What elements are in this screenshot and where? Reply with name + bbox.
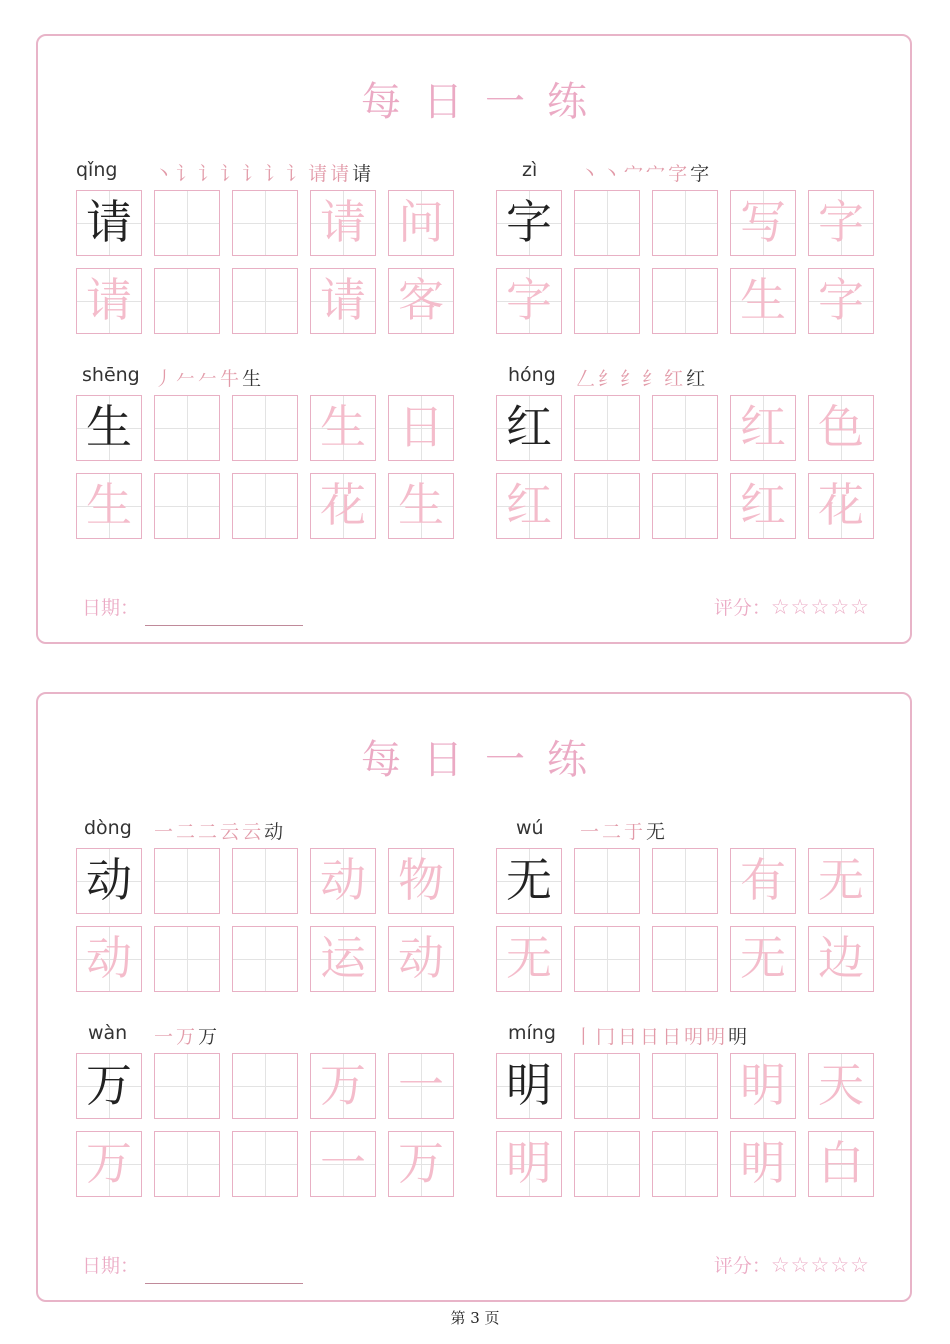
score-field [714, 593, 870, 620]
stroke-step: 丶 [580, 163, 600, 185]
trace-cell[interactable]: 一 [388, 1053, 454, 1119]
trace-cell[interactable]: 字 [496, 268, 562, 334]
trace-cell[interactable]: 请 [76, 268, 142, 334]
stroke-step: 无 [646, 821, 666, 843]
trace-cell[interactable]: 请 [310, 268, 376, 334]
empty-cell[interactable] [232, 190, 298, 256]
writing-grid [496, 391, 876, 539]
writing-grid [76, 1049, 456, 1197]
trace-cell[interactable]: 红 [496, 473, 562, 539]
stroke-step: 于 [624, 821, 644, 843]
trace-cell[interactable]: 无 [496, 926, 562, 992]
stroke-step: 牛 [220, 368, 240, 390]
main-char-cell: 无 [496, 848, 562, 914]
trace-cell[interactable]: 字 [808, 190, 874, 256]
stroke-order [154, 361, 261, 391]
stroke-step: 丿 [154, 368, 174, 390]
trace-cell[interactable]: 一 [310, 1131, 376, 1197]
practice-card-2 [36, 692, 912, 1302]
char-block-hong [496, 361, 876, 551]
main-char-cell: 生 [76, 395, 142, 461]
stroke-step: 纟 [642, 368, 662, 390]
writing-grid [76, 391, 456, 539]
empty-cell[interactable] [154, 268, 220, 334]
pinyin-label: zì [522, 159, 538, 181]
stroke-step: 云 [242, 821, 262, 843]
trace-cell[interactable]: 花 [310, 473, 376, 539]
main-char-cell: 万 [76, 1053, 142, 1119]
pinyin-label: míng [508, 1022, 556, 1044]
char-block-zi [496, 156, 876, 346]
char-block-ming [496, 1019, 876, 1209]
trace-cell[interactable]: 问 [388, 190, 454, 256]
trace-cell[interactable]: 红 [730, 473, 796, 539]
char-block-dong [76, 814, 456, 1004]
stroke-step: 红 [686, 368, 706, 390]
stroke-order [154, 1019, 217, 1049]
trace-cell[interactable]: 边 [808, 926, 874, 992]
stroke-order [580, 156, 709, 186]
stroke-step: 请 [330, 163, 350, 185]
stroke-step: 明 [706, 1026, 726, 1048]
stroke-step: 𠂉 [198, 368, 218, 390]
date-label: 日期： [82, 1255, 140, 1277]
stroke-step: 讠 [176, 163, 196, 185]
main-char-cell: 明 [496, 1053, 562, 1119]
trace-cell[interactable]: 物 [388, 848, 454, 914]
score-field [714, 1251, 870, 1278]
empty-cell[interactable] [232, 473, 298, 539]
empty-cell[interactable] [652, 926, 718, 992]
trace-cell[interactable]: 明 [730, 1131, 796, 1197]
trace-cell[interactable]: 日 [388, 395, 454, 461]
stroke-step: 一 [154, 1026, 174, 1048]
stroke-order [154, 156, 371, 186]
trace-cell[interactable]: 明 [496, 1131, 562, 1197]
char-block-wu [496, 814, 876, 1004]
star-rating[interactable]: ☆☆☆☆☆ [770, 595, 870, 619]
trace-cell[interactable]: 色 [808, 395, 874, 461]
stroke-step: 万 [176, 1026, 196, 1048]
main-char-cell: 红 [496, 395, 562, 461]
empty-cell[interactable] [652, 1131, 718, 1197]
empty-cell[interactable] [232, 848, 298, 914]
stroke-step: 二 [176, 821, 196, 843]
stroke-step: 日 [640, 1026, 660, 1048]
stroke-step: 𠃋 [576, 368, 596, 390]
empty-cell[interactable] [154, 926, 220, 992]
char-block-wan [76, 1019, 456, 1209]
trace-cell[interactable]: 无 [730, 926, 796, 992]
trace-cell[interactable]: 无 [808, 848, 874, 914]
empty-cell[interactable] [652, 473, 718, 539]
stroke-step: 日 [618, 1026, 638, 1048]
empty-cell[interactable] [232, 926, 298, 992]
empty-cell[interactable] [154, 848, 220, 914]
date-label: 日期： [82, 597, 140, 619]
trace-cell[interactable]: 写 [730, 190, 796, 256]
trace-cell[interactable]: 有 [730, 848, 796, 914]
stroke-order [580, 814, 665, 844]
stroke-step: 一 [580, 821, 600, 843]
main-char-cell: 请 [76, 190, 142, 256]
trace-cell[interactable]: 生 [310, 395, 376, 461]
empty-cell[interactable] [574, 1131, 640, 1197]
date-input-line[interactable] [145, 1283, 303, 1284]
empty-cell[interactable] [154, 190, 220, 256]
stroke-step: 动 [264, 821, 284, 843]
char-block-sheng [76, 361, 456, 551]
score-label: 评分： [713, 597, 771, 619]
empty-cell[interactable] [574, 473, 640, 539]
date-input-line[interactable] [145, 625, 303, 626]
stroke-step: 宀 [646, 163, 666, 185]
trace-cell[interactable]: 天 [808, 1053, 874, 1119]
stroke-step: 请 [308, 163, 328, 185]
empty-cell[interactable] [232, 395, 298, 461]
date-field [82, 593, 303, 620]
trace-cell[interactable]: 客 [388, 268, 454, 334]
stroke-step: 二 [198, 821, 218, 843]
stroke-step: 日 [662, 1026, 682, 1048]
trace-cell[interactable]: 万 [310, 1053, 376, 1119]
stroke-step: 明 [728, 1026, 748, 1048]
trace-cell[interactable]: 动 [388, 926, 454, 992]
empty-cell[interactable] [574, 190, 640, 256]
trace-cell[interactable]: 花 [808, 473, 874, 539]
writing-grid [496, 186, 876, 334]
empty-cell[interactable] [232, 1053, 298, 1119]
stroke-step: 万 [198, 1026, 218, 1048]
stroke-step: 𠂉 [176, 368, 196, 390]
empty-cell[interactable] [232, 268, 298, 334]
writing-grid [496, 1049, 876, 1197]
empty-cell[interactable] [574, 848, 640, 914]
trace-cell[interactable]: 生 [76, 473, 142, 539]
empty-cell[interactable] [154, 473, 220, 539]
stroke-order [574, 1019, 747, 1049]
trace-cell[interactable]: 生 [730, 268, 796, 334]
stroke-step: 纟 [598, 368, 618, 390]
stroke-step: 宀 [624, 163, 644, 185]
stroke-step: 丶 [602, 163, 622, 185]
trace-cell[interactable]: 白 [808, 1131, 874, 1197]
trace-cell[interactable]: 动 [76, 926, 142, 992]
empty-cell[interactable] [652, 190, 718, 256]
empty-cell[interactable] [574, 268, 640, 334]
stroke-step: 请 [352, 163, 372, 185]
trace-cell[interactable]: 动 [310, 848, 376, 914]
main-char-cell: 字 [496, 190, 562, 256]
pinyin-label: qǐng [76, 159, 118, 181]
stroke-step: 冂 [596, 1026, 616, 1048]
stroke-step: 丨 [574, 1026, 594, 1048]
card-title: 每日一练 [361, 737, 609, 783]
stroke-step: 纟 [620, 368, 640, 390]
empty-cell[interactable] [652, 395, 718, 461]
trace-cell[interactable]: 字 [808, 268, 874, 334]
main-char-cell: 动 [76, 848, 142, 914]
score-label: 评分： [713, 1255, 771, 1277]
empty-cell[interactable] [652, 1053, 718, 1119]
card-title: 每日一练 [361, 79, 609, 125]
writing-grid [496, 844, 876, 992]
stroke-step: 讠 [286, 163, 306, 185]
pinyin-label: hóng [508, 364, 556, 386]
empty-cell[interactable] [574, 926, 640, 992]
stroke-step: 字 [668, 163, 688, 185]
empty-cell[interactable] [154, 395, 220, 461]
empty-cell[interactable] [652, 268, 718, 334]
trace-cell[interactable]: 运 [310, 926, 376, 992]
stroke-step: 明 [684, 1026, 704, 1048]
trace-cell[interactable]: 万 [76, 1131, 142, 1197]
stroke-step: 生 [242, 368, 262, 390]
date-field [82, 1251, 303, 1278]
empty-cell[interactable] [154, 1053, 220, 1119]
stroke-step: 二 [602, 821, 622, 843]
trace-cell[interactable]: 生 [388, 473, 454, 539]
trace-cell[interactable]: 万 [388, 1131, 454, 1197]
page-number: 第 3 页 [450, 1309, 500, 1327]
writing-grid [76, 844, 456, 992]
stroke-step: 讠 [198, 163, 218, 185]
stroke-order [154, 814, 283, 844]
empty-cell[interactable] [154, 1131, 220, 1197]
pinyin-label: shēng [82, 364, 140, 386]
trace-cell[interactable]: 明 [730, 1053, 796, 1119]
empty-cell[interactable] [652, 848, 718, 914]
pinyin-label: wàn [88, 1022, 128, 1044]
practice-card-1 [36, 34, 912, 644]
stroke-step: 云 [220, 821, 240, 843]
stroke-step: 讠 [220, 163, 240, 185]
writing-grid [76, 186, 456, 334]
trace-cell[interactable]: 请 [310, 190, 376, 256]
stroke-step: 讠 [242, 163, 262, 185]
pinyin-label: dòng [84, 817, 132, 839]
trace-cell[interactable]: 红 [730, 395, 796, 461]
char-block-qing [76, 156, 456, 346]
pinyin-label: wú [516, 817, 544, 839]
star-rating[interactable]: ☆☆☆☆☆ [770, 1253, 870, 1277]
stroke-order [576, 361, 705, 391]
stroke-step: 一 [154, 821, 174, 843]
empty-cell[interactable] [574, 1053, 640, 1119]
empty-cell[interactable] [232, 1131, 298, 1197]
stroke-step: 字 [690, 163, 710, 185]
stroke-step: 讠 [264, 163, 284, 185]
stroke-step: 丶 [154, 163, 174, 185]
empty-cell[interactable] [574, 395, 640, 461]
stroke-step: 红 [664, 368, 684, 390]
